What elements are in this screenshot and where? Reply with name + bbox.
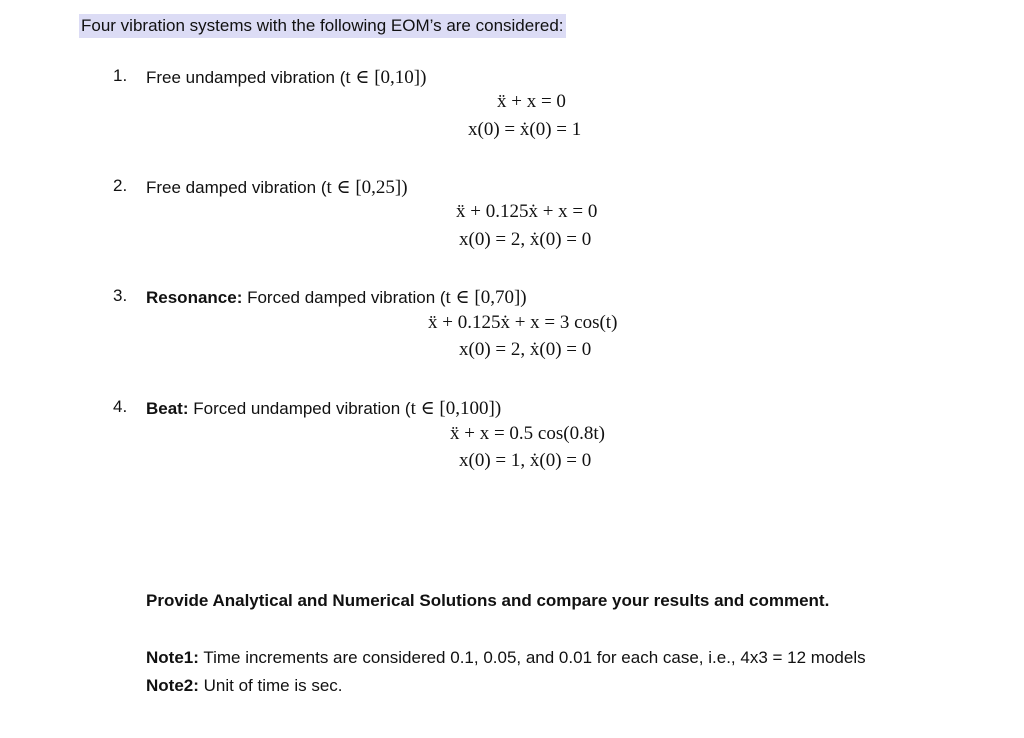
item-3-equation: ẍ + 0.125ẋ + x = 3 cos(t)	[428, 312, 618, 333]
note-2	[146, 676, 343, 696]
item-3-bold-label: Resonance:	[146, 288, 243, 307]
item-3-description: Forced damped vibration (	[242, 288, 446, 307]
item-3-title	[146, 286, 527, 309]
note-1-label: Note1:	[146, 648, 199, 667]
item-4-equation: ẍ + x = 0.5 cos(0.8t)	[450, 423, 605, 444]
item-3-initial-conditions: x(0) = 2, ẋ(0) = 0	[459, 339, 592, 360]
item-4-initial-conditions: x(0) = 1, ẋ(0) = 0	[459, 450, 592, 471]
item-1-equation: ẍ + x = 0	[497, 91, 566, 112]
item-1-number: 1.	[113, 66, 128, 85]
note-1	[146, 648, 866, 668]
item-1-range: t ∈ [0,10])	[345, 67, 427, 88]
item-2-number: 2.	[113, 176, 128, 195]
item-2-description: Free damped vibration (	[146, 178, 327, 197]
item-4-range: t ∈ [0,100])	[410, 398, 502, 419]
item-2-range: t ∈ [0,25])	[326, 177, 408, 198]
item-3-number: 3.	[113, 286, 128, 305]
item-2-title	[146, 176, 408, 199]
item-2-equation: ẍ + 0.125ẋ + x = 0	[456, 201, 598, 222]
item-4-bold-label: Beat:	[146, 399, 189, 418]
item-3-range: t ∈ [0,70])	[445, 287, 527, 308]
item-1-initial-conditions: x(0) = ẋ(0) = 1	[468, 119, 582, 140]
note-1-text: Time increments are considered 0.1, 0.05, and 0.01 for each case, i.e., 4x3 = 12 models	[198, 648, 866, 667]
item-1-title	[146, 66, 426, 89]
page-heading	[79, 16, 566, 36]
note-2-label: Note2:	[146, 676, 199, 695]
item-2-initial-conditions: x(0) = 2, ẋ(0) = 0	[459, 229, 592, 250]
item-1-description: Free undamped vibration (	[146, 68, 346, 87]
task-instruction: Provide Analytical and Numerical Solutions and compare your results and comment.	[146, 591, 830, 610]
note-2-text: Unit of time is sec.	[198, 676, 343, 695]
item-4-title	[146, 397, 501, 420]
item-4-description: Forced undamped vibration (	[188, 399, 411, 418]
item-4-number: 4.	[113, 397, 128, 416]
heading-text: Four vibration systems with the following EOM’s are considered:	[79, 14, 566, 38]
